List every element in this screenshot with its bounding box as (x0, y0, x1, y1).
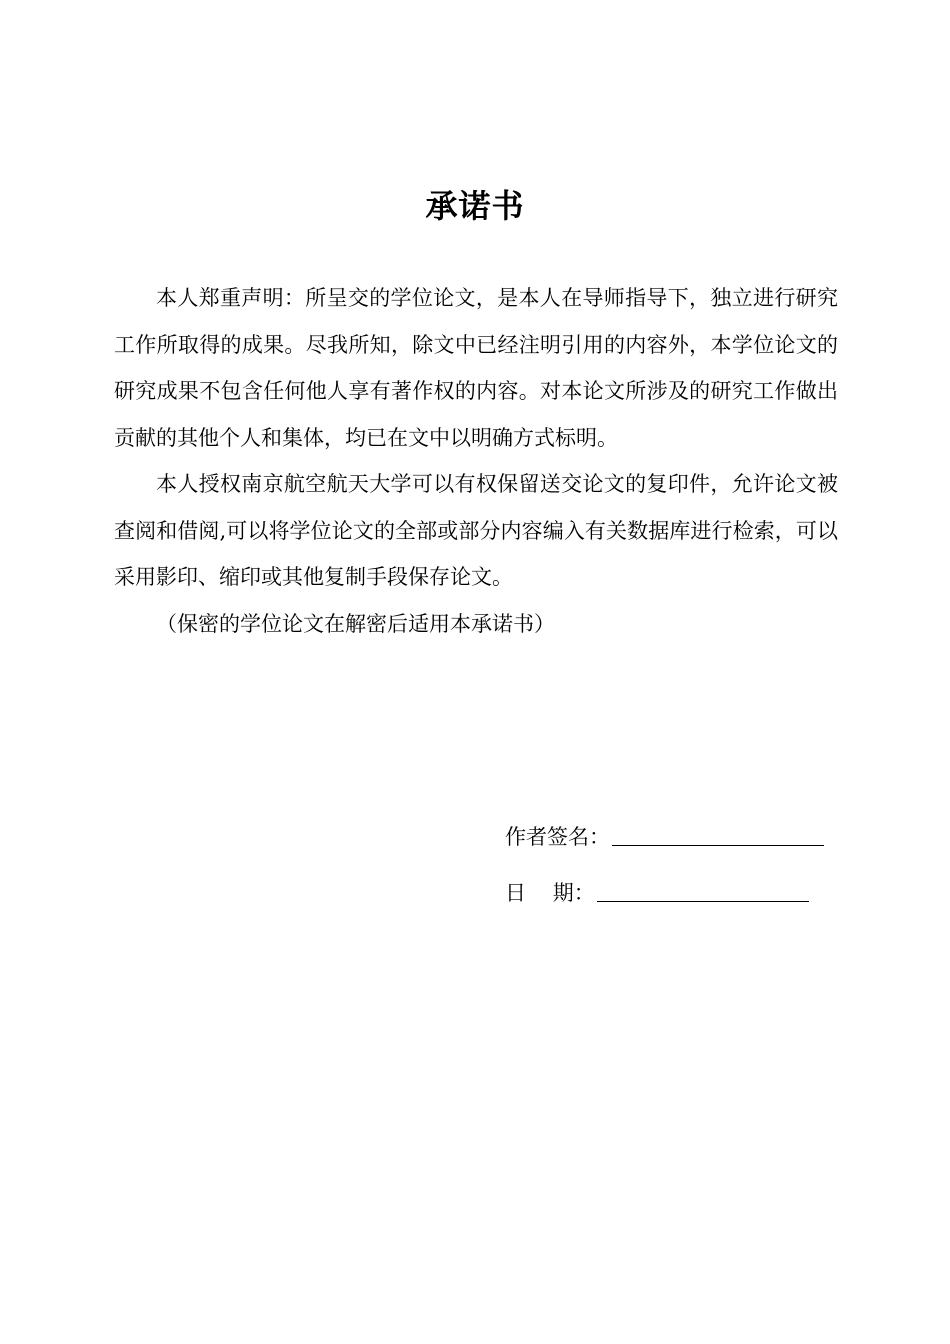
commitment-body (114, 275, 838, 647)
declaration-paragraph: 本人郑重声明：所呈交的学位论文，是本人在导师指导下，独立进行研究工作所取得的成果。尽我所知，除文中已经注明引用的内容外，本学位论文的研究成果不包含任何他人享有著作权的内容。对本论文所涉及的研究工作做出贡献的其他个人和集体，均已在文中以明确方式标明。 (114, 286, 838, 450)
page-title: 承诺书 (425, 187, 525, 225)
author-signature-line (612, 817, 824, 846)
author-signature-row (505, 812, 835, 852)
signature-block (505, 812, 835, 924)
date-line (597, 873, 809, 902)
date-row (505, 868, 835, 908)
author-signature-label: 作者签名： (505, 825, 610, 849)
confidential-note: （保密的学位论文在解密后适用本承诺书） (156, 611, 555, 636)
authorization-paragraph: 本人授权南京航空航天大学可以有权保留送交论文的复印件，允许论文被查阅和借阅,可以将学位论文的全部或部分内容编入有关数据库进行检索，可以采用影印、缩印或其他复制手段保存论文。 (114, 472, 838, 589)
date-label: 日 期： (505, 881, 595, 905)
